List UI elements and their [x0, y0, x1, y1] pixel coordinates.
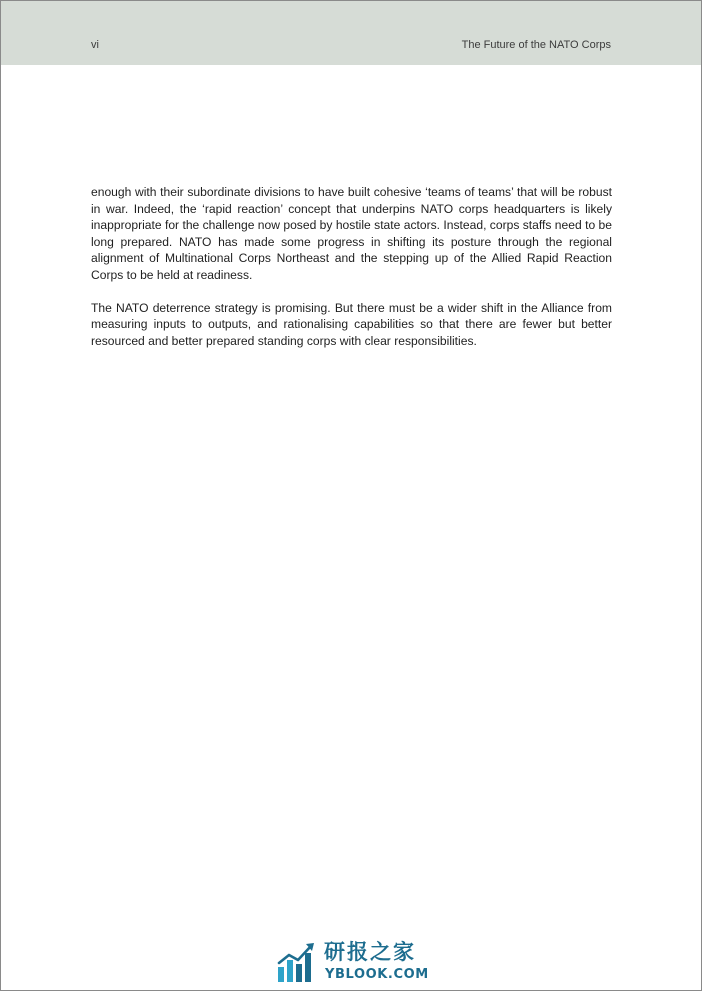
- running-title: The Future of the NATO Corps: [461, 39, 611, 51]
- bar-chart-logo-icon: [277, 941, 317, 983]
- footer-watermark-logo: [277, 939, 437, 987]
- page-number: vi: [91, 39, 99, 51]
- body-text: [91, 184, 612, 366]
- logo-english-text: YBLOOK.COM: [325, 967, 429, 982]
- paragraph-2: The NATO deterrence strategy is promising. But there must be a wider shift in the Alliance from measuring inputs to outputs, and rationalising capabilities so that there are fewer but better resourced and better prepared standing corps with clear responsibilities.: [91, 300, 612, 348]
- page-header: [1, 1, 701, 65]
- paragraph-1: enough with their subordinate divisions to have built cohesive ‘teams of teams’ that will be robust in war. Indeed, the ‘rapid reaction’ concept that underpins NATO corps headquarters is likely inappropriate for the challenge now posed by hostile state actors. Instead, corps staffs need to be long prepared. NATO has made some progress in shifting its posture through the regional alignment of Multinational Corps Northeast and the stepping up of the Allied Rapid Reaction Corps to be held at readiness.: [91, 185, 612, 282]
- logo-chinese-text: 研报之家: [324, 940, 416, 964]
